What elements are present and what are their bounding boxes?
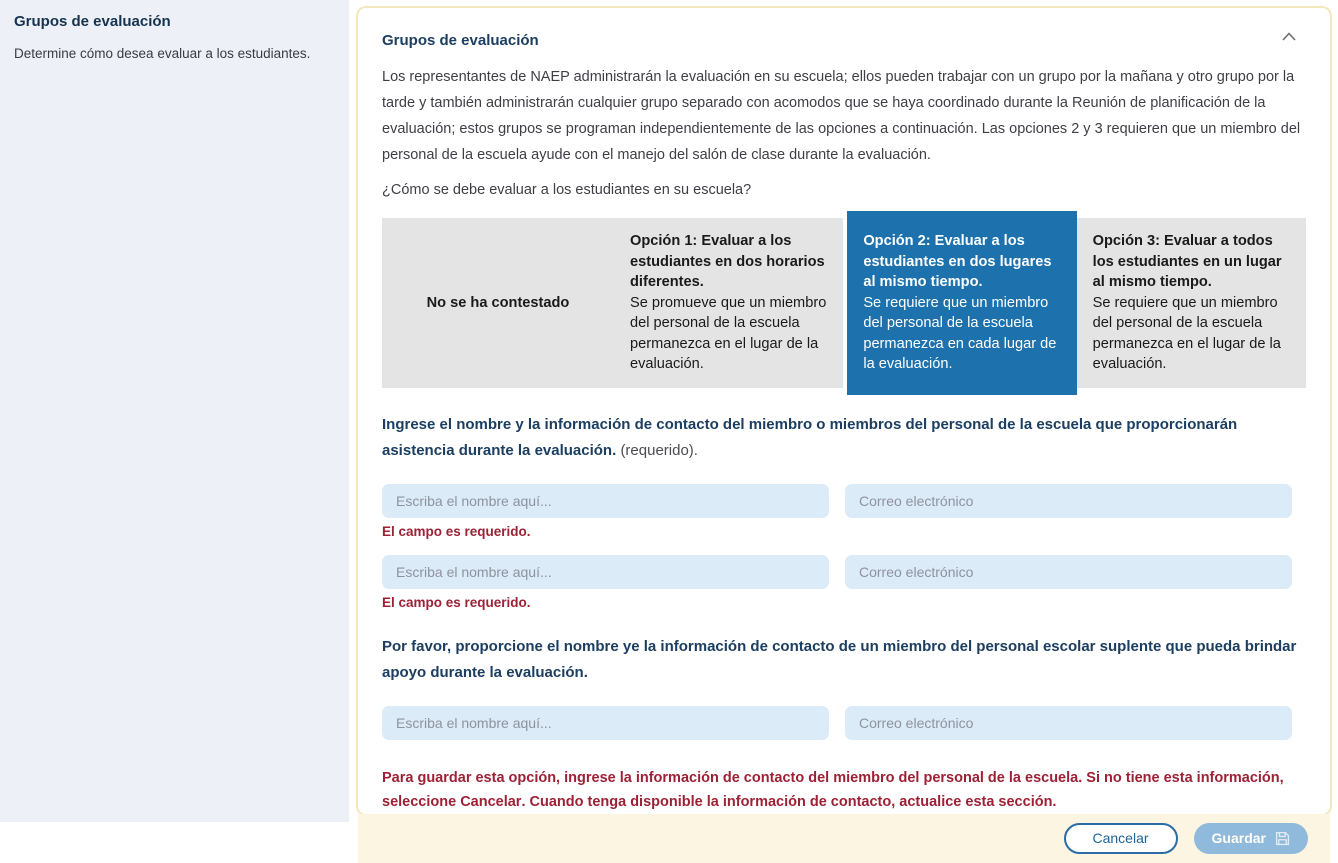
sidebar-section-title: Grupos de evaluación	[14, 13, 171, 30]
option-1-title: Opción 1: Evaluar a los estudiantes en dos horarios diferentes.	[630, 233, 825, 290]
option-1-description: Se promueve que un miembro del personal de la escuela permanezca en el lugar de la evaluación.	[630, 294, 827, 372]
warning-part1: Para guardar esta opción, ingrese la información de contacto del miembro del personal de la escuela. Si no tiene esta información, seleccione	[382, 769, 1284, 810]
backup-email-col	[845, 706, 1292, 740]
backup-row	[382, 706, 1292, 740]
staff-section-heading	[382, 412, 1306, 464]
save-icon	[1275, 831, 1290, 846]
panel-title: Grupos de evaluación	[382, 32, 539, 49]
staff-row-1	[382, 484, 1292, 539]
option-1-cell[interactable]	[614, 218, 843, 388]
staff-2-name-input[interactable]	[382, 555, 829, 589]
collapse-panel-button[interactable]	[1272, 22, 1306, 52]
backup-name-col	[382, 706, 829, 740]
options-table	[382, 218, 1306, 388]
backup-name-input[interactable]	[382, 706, 829, 740]
save-button-label: Guardar	[1211, 830, 1266, 846]
option-3-description: Se requiere que un miembro del personal de la escuela permanezca en el lugar de la evaluación.	[1092, 294, 1281, 372]
warning-part2: . Cuando tenga disponible la información de contacto, actualice esta sección.	[521, 793, 1057, 810]
backup-section-heading: Por favor, proporcione el nombre ye la información de contacto de un miembro del personal escolar suplente que pueda brindar apoyo durante la evaluación.	[382, 637, 1297, 681]
panel-content	[358, 8, 1330, 814]
staff-2-email-input[interactable]	[845, 555, 1292, 589]
save-button[interactable]	[1194, 823, 1308, 854]
sidebar	[0, 0, 349, 822]
staff-heading-required-note: (requerido).	[620, 441, 698, 459]
staff-2-email-col	[845, 555, 1292, 610]
panel-footer	[358, 814, 1330, 863]
option-3-cell[interactable]	[1077, 218, 1306, 388]
staff-2-name-error: El campo es requerido.	[382, 594, 531, 610]
staff-1-email-col	[845, 484, 1292, 539]
evaluation-groups-panel	[356, 6, 1332, 846]
option-status-cell: No se ha contestado	[382, 218, 614, 388]
cancel-button[interactable]: Cancelar	[1064, 823, 1178, 854]
option-2-cell-selected[interactable]	[847, 211, 1076, 395]
warning-cancel-word: Cancelar	[460, 793, 522, 810]
staff-1-name-error: El campo es requerido.	[382, 523, 531, 539]
option-3-title: Opción 3: Evaluar a todos los estudiantes en un lugar al mismo tiempo.	[1092, 233, 1282, 290]
staff-heading-bold: Ingrese el nombre y la información de contacto del miembro o miembros del personal de la escuela que proporcionarán asistencia durante la evaluación.	[382, 415, 1238, 459]
intro-paragraph: Los representantes de NAEP administrarán la evaluación en su escuela; ellos pueden trabajar con un grupo por la mañana y otro grupo por la tarde y también administrarán cualquier grupo separado con acomodos que se haya coordinado durante la Reunión de planificación de la evaluación; estos grupos se programan independientemente de las opciones a continuación. Las opciones 2 y 3 requieren que un miembro del personal de la escuela ayude con el manejo del salón de clase durante la evaluación.	[382, 69, 1301, 163]
staff-row-2	[382, 555, 1292, 610]
panel-header	[382, 22, 1306, 52]
chevron-up-icon	[1278, 26, 1300, 48]
question-text: ¿Cómo se debe evaluar a los estudiantes en su escuela?	[382, 182, 752, 198]
backup-email-input[interactable]	[845, 706, 1292, 740]
staff-2-name-col	[382, 555, 829, 610]
staff-1-email-input[interactable]	[845, 484, 1292, 518]
staff-1-name-col	[382, 484, 829, 539]
option-2-description: Se requiere que un miembro del personal de la escuela permanezca en cada lugar de la evaluación.	[863, 294, 1057, 372]
save-warning-message	[382, 766, 1306, 814]
staff-1-name-input[interactable]	[382, 484, 829, 518]
option-2-title: Opción 2: Evaluar a los estudiantes en dos lugares al mismo tiempo.	[863, 233, 1052, 290]
sidebar-section-subtitle: Determine cómo desea evaluar a los estudiantes.	[14, 46, 311, 61]
